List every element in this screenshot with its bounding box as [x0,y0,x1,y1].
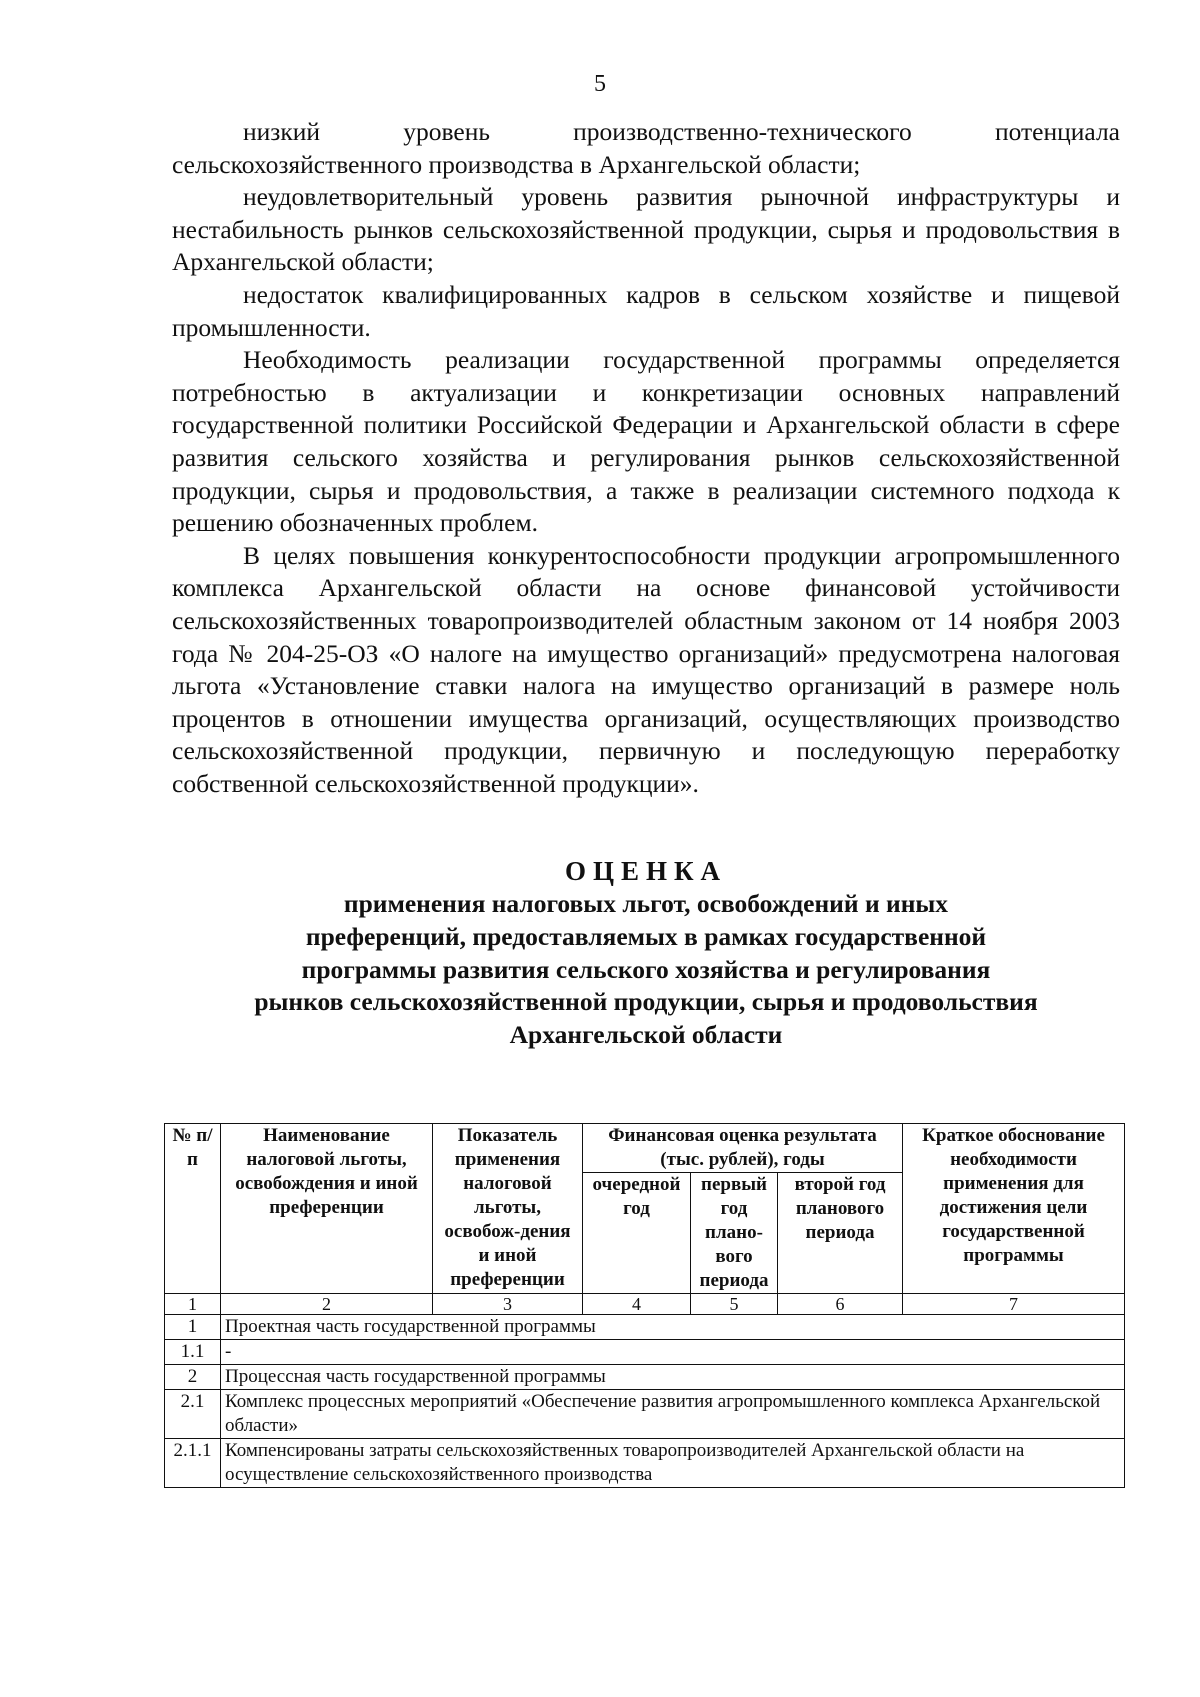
column-number: 5 [691,1294,778,1315]
paragraph: неудовлетворительный уровень развития рыночной инфраструктуры и нестабильность рынков сельскохозяйственной продукции, сырья и продовольствия в Архангельской области; [172,182,1120,277]
paragraph: В целях повышения конкурентоспособности продукции агропромышленного комплекса Архангельской области на основе финансовой устойчивости сельскохозяйственных товаропроизводителей областным законом от 14 ноября 2003 года № 204-25-ОЗ «О налоге на имущество организаций» предусмотрена налоговая льгота «Установление ставки налога на имущество организаций в размере ноль процентов в отношении имущества организаций, осуществляющих производство сельскохозяйственной продукции, первичную и последующую переработку собственной сельскохозяйственной продукции». [172,540,1120,798]
column-number: 3 [433,1294,583,1315]
table-row [165,1365,1125,1390]
title-line: преференций, предоставляемых в рамках государственной [305,921,987,951]
column-number: 1 [165,1294,221,1315]
header-current-year: очередной год [583,1173,691,1294]
body-text [172,116,1120,800]
title-line: рынков сельскохозяйственной продукции, сырья и продовольствия [254,987,1038,1017]
row-text: Комплекс процессных мероприятий «Обеспечение развития агропромышленного комплекса Архангельской области» [221,1390,1125,1439]
title-line: Архангельской области [509,1020,783,1050]
row-text: Компенсированы затраты сельскохозяйственных товаропроизводителей Архангельской области на осуществление сельскохозяйственного производства [221,1439,1125,1488]
table-row [165,1315,1125,1340]
row-number: 1 [165,1315,221,1340]
row-number: 2.1 [165,1390,221,1439]
header-indicator: Показатель применения налоговой льготы, освобож-дения и иной преференции [433,1124,583,1294]
row-text: - [221,1340,1125,1365]
header-first-year: первый год плано-вого периода [691,1173,778,1294]
row-number: 2.1.1 [165,1439,221,1488]
title-line: программы развития сельского хозяйства и регулирования [301,954,991,984]
row-number: 2 [165,1365,221,1390]
table-row [165,1390,1125,1439]
page-number: 5 [594,71,606,97]
row-text: Проектная часть государственной программы [221,1315,1125,1340]
header-second-year: второй год планового периода [778,1173,903,1294]
header-name: Наименование налоговой льготы, освобождения и иной преференции [221,1124,433,1294]
header-finance: Финансовая оценка результата (тыс. рублей), годы [583,1124,903,1173]
row-number: 1.1 [165,1340,221,1365]
column-number: 4 [583,1294,691,1315]
column-number: 2 [221,1294,433,1315]
table-row [165,1340,1125,1365]
title-line: применения налоговых льгот, освобождений и иных [343,889,949,918]
assessment-table [164,1123,1125,1488]
header-justification: Краткое обоснование необходимости применения для достижения цели государственной программы [903,1124,1125,1294]
row-text: Процессная часть государственной программы [221,1365,1125,1390]
section-title [172,854,1120,1052]
paragraph: низкий уровень производственно-технического потенциала сельскохозяйственного производства в Архангельской области; [172,117,1120,179]
column-number: 7 [903,1294,1125,1315]
title-main: ОЦЕНКА [564,856,728,886]
paragraph: Необходимость реализации государственной программы определяется потребностью в актуализации и конкретизации основных направлений государственной политики Российской Федерации и Архангельской области в сфере развития сельского хозяйства и регулирования рынков сельскохозяйственной продукции, сырья и продовольствия, а также в реализации системного подхода к решению обозначенных проблем. [172,345,1120,538]
column-number-row [165,1294,1125,1315]
table-header-row [165,1124,1125,1173]
table-row [165,1439,1125,1488]
paragraph: недостаток квалифицированных кадров в сельском хозяйстве и пищевой промышленности. [172,279,1120,342]
column-number: 6 [778,1294,903,1315]
header-num: № п/п [165,1124,221,1294]
